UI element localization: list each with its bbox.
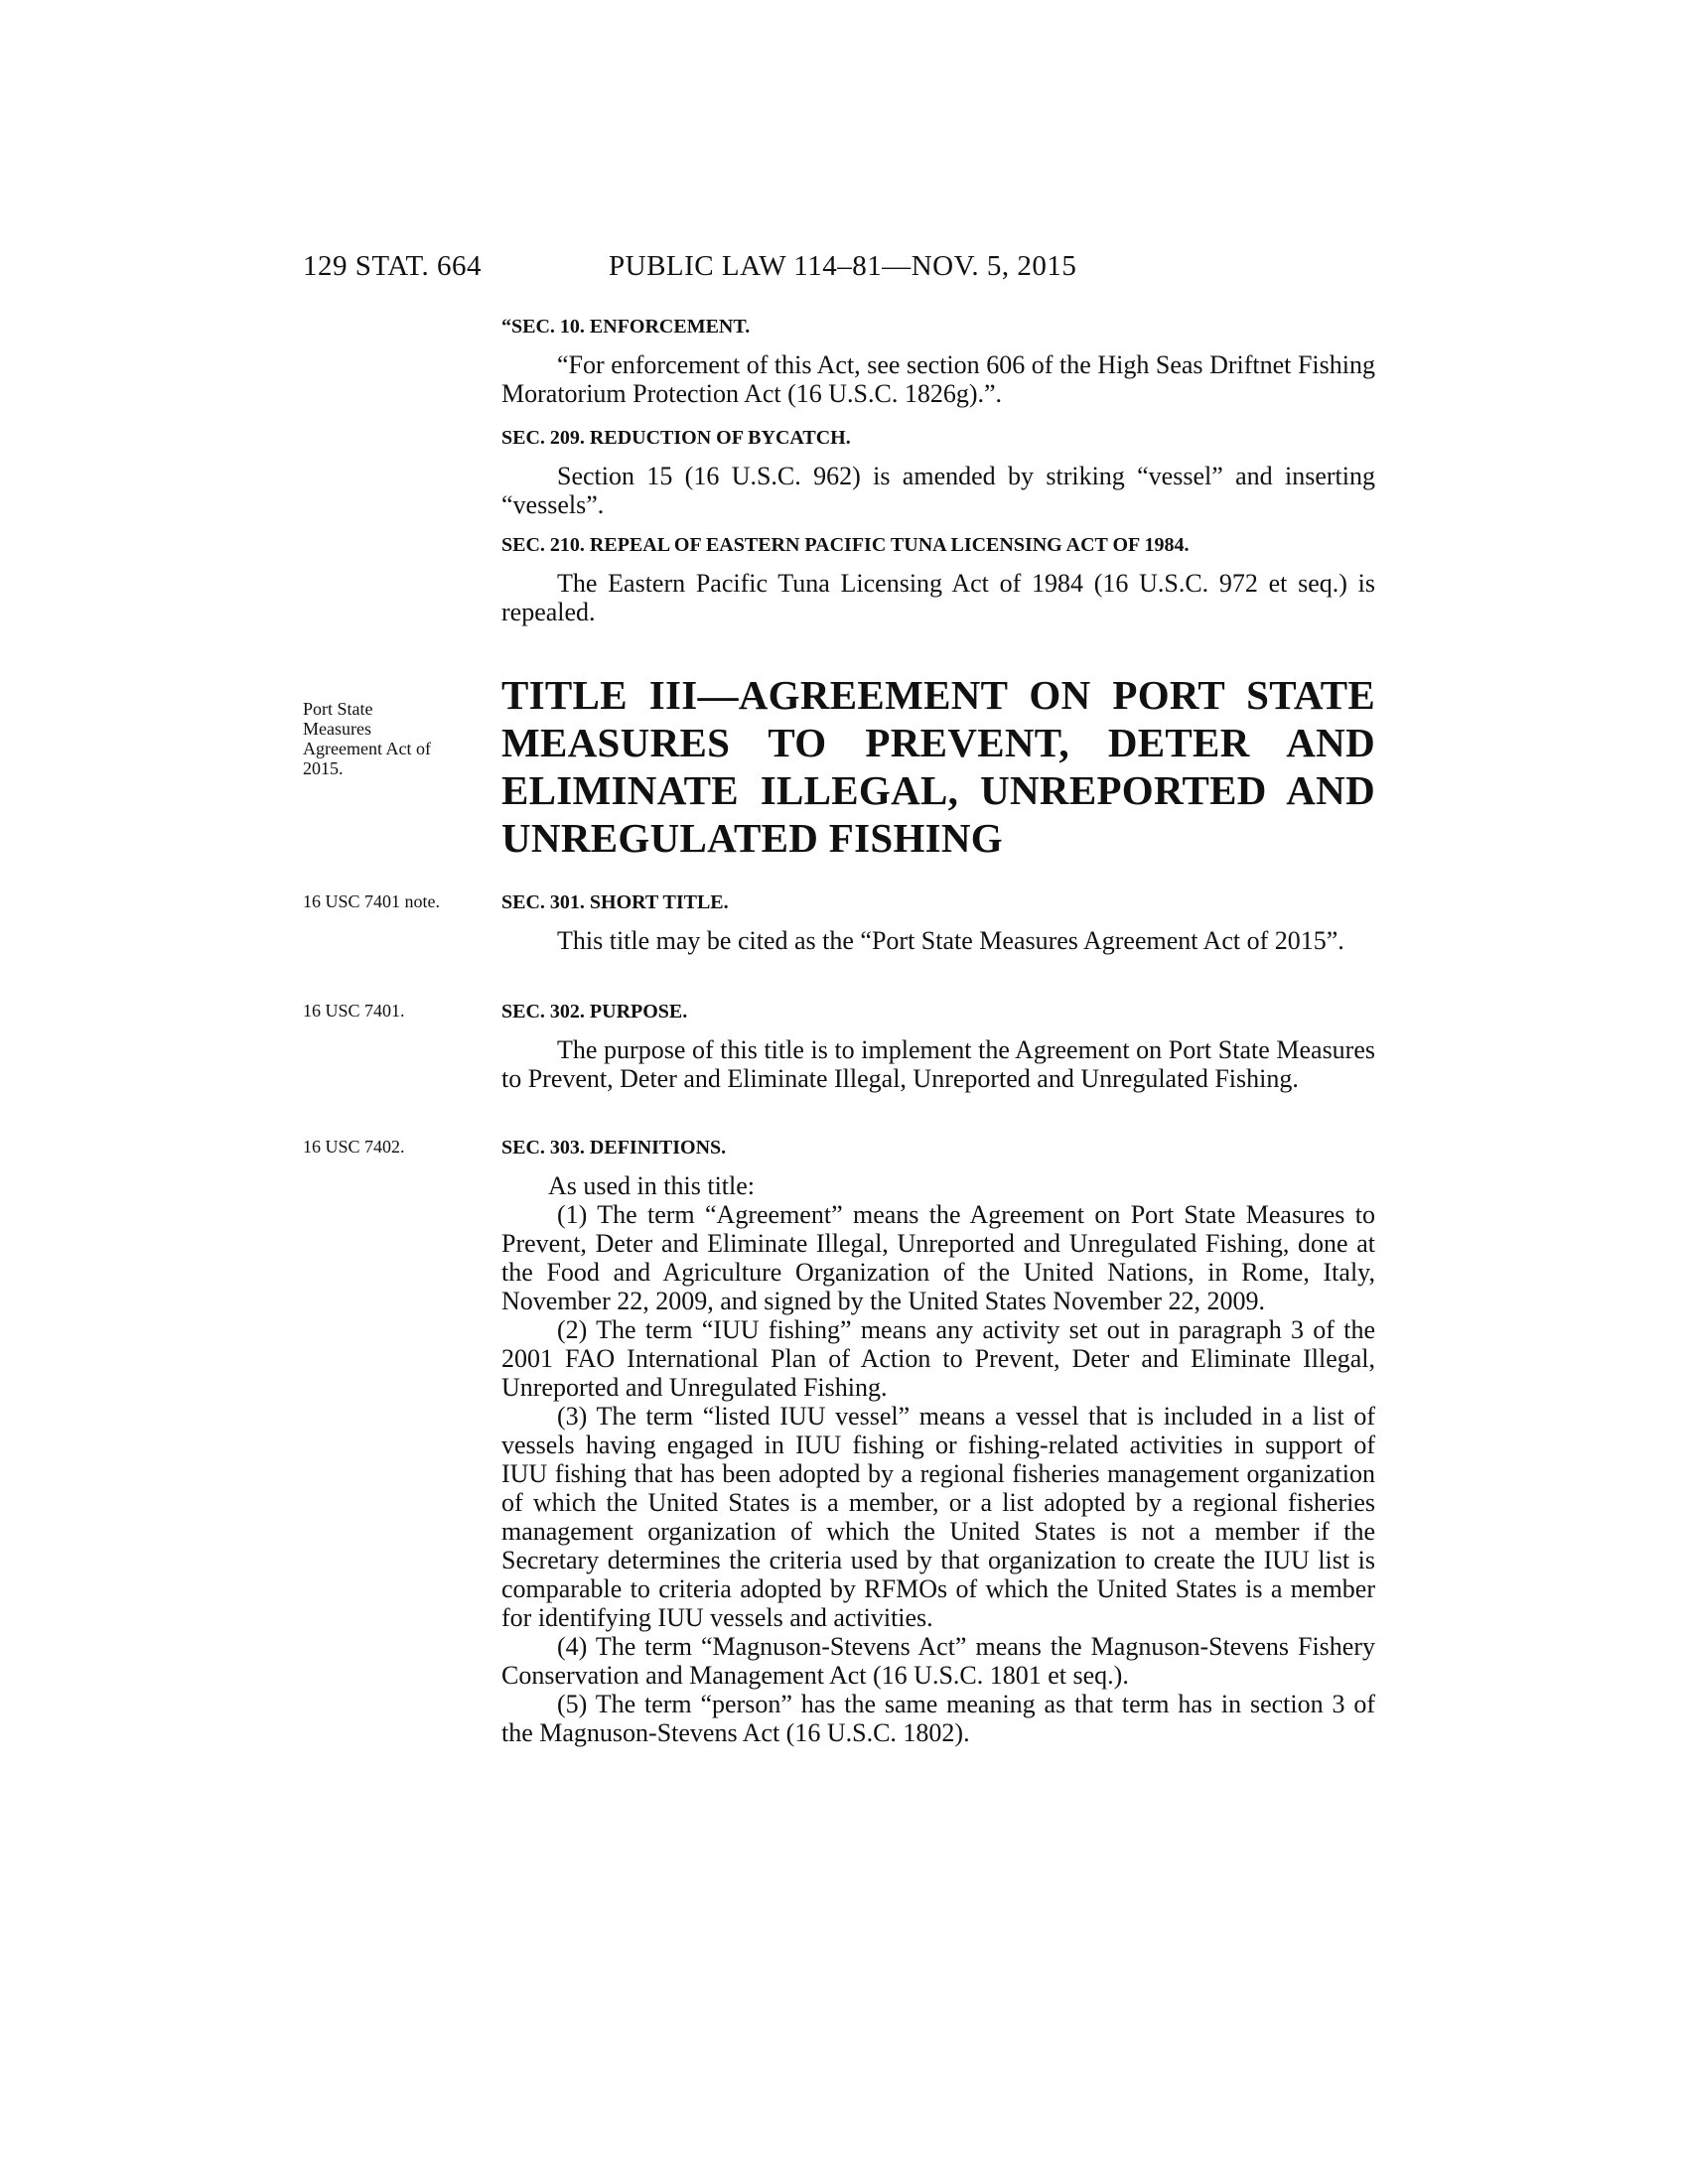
section-text: This title may be cited as the “Port State Measures Agreement Act of 2015”. <box>557 926 1344 955</box>
section-text: “For enforcement of this Act, see section 606 of the High Seas Driftnet Fishing Moratorium Protection Act (16 U.S.C. 1826g).”. <box>501 350 1375 408</box>
section-10 <box>501 314 1375 408</box>
definition-item: (5) The term “person” has the same meaning as that term has in section 3 of the Magnuson-Stevens Act (16 U.S.C. 1802). <box>501 1690 1375 1747</box>
public-law-heading: PUBLIC LAW 114–81—NOV. 5, 2015 <box>609 250 1077 282</box>
section-text: Section 15 (16 U.S.C. 962) is amended by striking “vessel” and inserting “vessels”. <box>501 462 1375 519</box>
margin-note-title-3: Port State Measures Agreement Act of 2015. <box>303 699 431 778</box>
section-303 <box>501 1135 1375 1747</box>
section-heading: SEC. 302. PURPOSE. <box>501 1001 688 1023</box>
section-heading: SEC. 303. DEFINITIONS. <box>501 1137 727 1159</box>
section-heading: SEC. 210. REPEAL OF EASTERN PACIFIC TUNA LICENSING ACT OF 1984. <box>501 534 1190 556</box>
section-text: The purpose of this title is to implement the Agreement on Port State Measures to Prevent, Deter and Eliminate Illegal, Unreported and Unregulated Fishing. <box>501 1035 1375 1093</box>
section-210 <box>501 532 1375 626</box>
definition-item: (3) The term “listed IUU vessel” means a vessel that is included in a list of vessels having engaged in IUU fishing or fishing-related activities in support of IUU fishing that has been adopted by a regional fisheries management organization of which the United States is a member, or a list adopted by a regional fisheries management organization of which the United States is not a member if the Secretary determines the criteria used by that organization to create the IUU list is comparable to criteria adopted by RFMOs of which the United States is a member for identifying IUU vessels and activities. <box>501 1402 1375 1632</box>
definition-item: (4) The term “Magnuson-Stevens Act” means the Magnuson-Stevens Fishery Conservation and Management Act (16 U.S.C. 1801 et seq.). <box>501 1632 1375 1690</box>
section-text: The Eastern Pacific Tuna Licensing Act of 1984 (16 U.S.C. 972 et seq.) is repealed. <box>501 569 1375 626</box>
margin-note-sec-301: 16 USC 7401 note. <box>303 891 441 911</box>
section-301 <box>501 889 1375 955</box>
section-209 <box>501 425 1375 519</box>
definition-item: (1) The term “Agreement” means the Agreement on Port State Measures to Prevent, Deter and Eliminate Illegal, Unreported and Unregulated Fishing, done at the Food and Agriculture Organization of the United Nations, in Rome, Italy, November 22, 2009, and signed by the United States November 22, 2009. <box>501 1200 1375 1315</box>
title-heading: TITLE III—AGREEMENT ON PORT STATE MEASURES TO PREVENT, DETER AND ELIMINATE ILLEGAL, UNREPORTED AND UNREGULATED FISHING <box>501 672 1375 861</box>
stat-page-number: 129 STAT. 664 <box>303 250 483 282</box>
section-heading: SEC. 209. REDUCTION OF BYCATCH. <box>501 427 851 449</box>
margin-note-sec-302: 16 USC 7401. <box>303 1001 405 1021</box>
margin-note-sec-303: 16 USC 7402. <box>303 1137 405 1157</box>
definitions-intro: As used in this title: <box>548 1171 755 1200</box>
section-heading: SEC. 301. SHORT TITLE. <box>501 891 729 913</box>
definition-item: (2) The term “IUU fishing” means any activity set out in paragraph 3 of the 2001 FAO International Plan of Action to Prevent, Deter and Eliminate Illegal, Unreported and Unregulated Fishing. <box>501 1315 1375 1402</box>
section-302 <box>501 999 1375 1093</box>
section-heading: “SEC. 10. ENFORCEMENT. <box>501 316 751 338</box>
